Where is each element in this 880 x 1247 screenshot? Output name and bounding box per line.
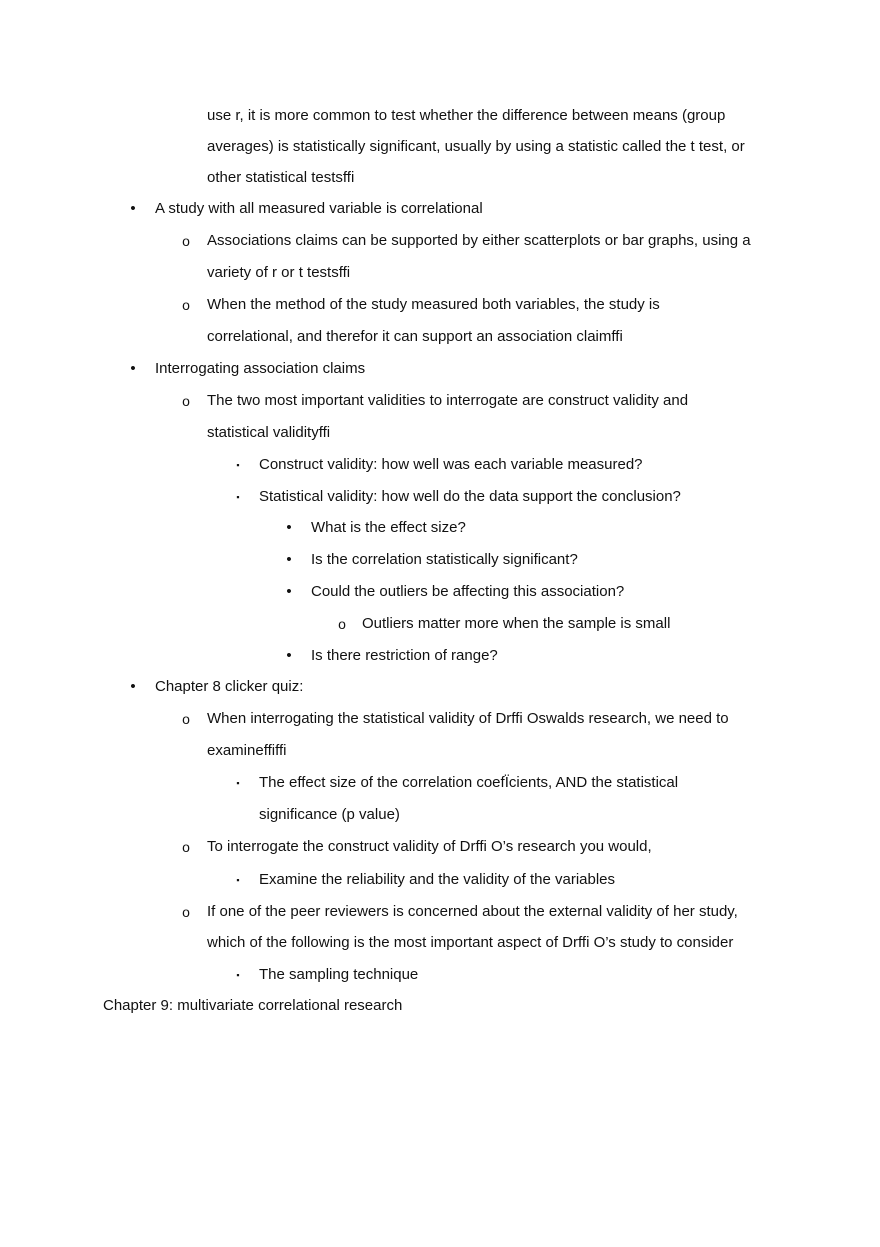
bullet-circle-icon: o xyxy=(182,904,190,920)
bullet-circle-icon: o xyxy=(182,839,190,855)
list-item-level2: To interrogate the construct validity of Drffi O’s research you would, xyxy=(207,838,652,855)
bullet-square-icon: ▪ xyxy=(236,460,240,470)
bullet-circle-icon: o xyxy=(182,711,190,727)
text-line: use r, it is more common to test whether the difference between means (group xyxy=(207,107,726,124)
list-item-level2: Associations claims can be supported by either scatterplots or bar graphs, using a xyxy=(207,232,751,249)
bullet-square-icon: ▪ xyxy=(236,778,240,788)
bullet-circle-icon: o xyxy=(182,393,190,409)
list-item-level1: Interrogating association claims xyxy=(155,360,366,377)
text-line: statistical validityffi xyxy=(207,424,331,441)
list-item-level3: Construct validity: how well was each variable measured? xyxy=(259,456,643,473)
bullet-disc-icon: • xyxy=(286,583,292,600)
bullet-square-icon: ▪ xyxy=(236,492,240,502)
list-item-level4: Could the outliers be affecting this association? xyxy=(311,583,625,600)
list-item-level2: The two most important validities to interrogate are construct validity and xyxy=(207,392,689,409)
list-item-level1: A study with all measured variable is correlational xyxy=(155,200,483,217)
bullet-disc-icon: • xyxy=(286,647,292,664)
bullet-circle-icon: o xyxy=(182,233,190,249)
text-line: correlational, and therefor it can support an association claimffi xyxy=(207,328,623,345)
list-item-level2: When the method of the study measured both variables, the study is xyxy=(207,296,660,313)
text-line: other statistical testsffi xyxy=(207,169,355,186)
text-line: significance (p value) xyxy=(259,806,400,823)
text-line: which of the following is the most important aspect of Drffi O’s study to consider xyxy=(207,934,734,951)
list-item-level4: What is the effect size? xyxy=(311,519,466,536)
list-item-level2: When interrogating the statistical validity of Drffi Oswalds research, we need to xyxy=(207,710,729,727)
text-line: examineffiffi xyxy=(207,742,287,759)
list-item-level5: Outliers matter more when the sample is small xyxy=(362,615,671,632)
bullet-disc-icon: • xyxy=(286,551,292,568)
list-item-level3: Examine the reliability and the validity of the variables xyxy=(259,871,616,888)
bullet-square-icon: ▪ xyxy=(236,875,240,885)
bullet-circle-icon: o xyxy=(182,297,190,313)
list-item-level4: Is the correlation statistically significant? xyxy=(311,551,578,568)
list-item-level3: The effect size of the correlation coefÏcients, AND the statistical xyxy=(259,774,679,791)
bullet-disc-icon: • xyxy=(130,200,136,217)
bullet-disc-icon: • xyxy=(286,519,292,536)
list-item-level3: The sampling technique xyxy=(259,966,419,983)
list-item-level1: Chapter 8 clicker quiz: xyxy=(155,678,304,695)
bullet-disc-icon: • xyxy=(130,360,136,377)
list-item-level3: Statistical validity: how well do the data support the conclusion? xyxy=(259,488,681,505)
text-line: averages) is statistically significant, usually by using a statistic called the t test, or xyxy=(207,138,745,155)
text-line: variety of r or t testsffi xyxy=(207,264,351,281)
bullet-circle-icon: o xyxy=(338,616,346,632)
bullet-disc-icon: • xyxy=(130,678,136,695)
chapter-heading: Chapter 9: multivariate correlational research xyxy=(103,997,403,1014)
list-item-level2: If one of the peer reviewers is concerned about the external validity of her study, xyxy=(207,903,738,920)
bullet-square-icon: ▪ xyxy=(236,970,240,980)
list-item-level4: Is there restriction of range? xyxy=(311,647,498,664)
